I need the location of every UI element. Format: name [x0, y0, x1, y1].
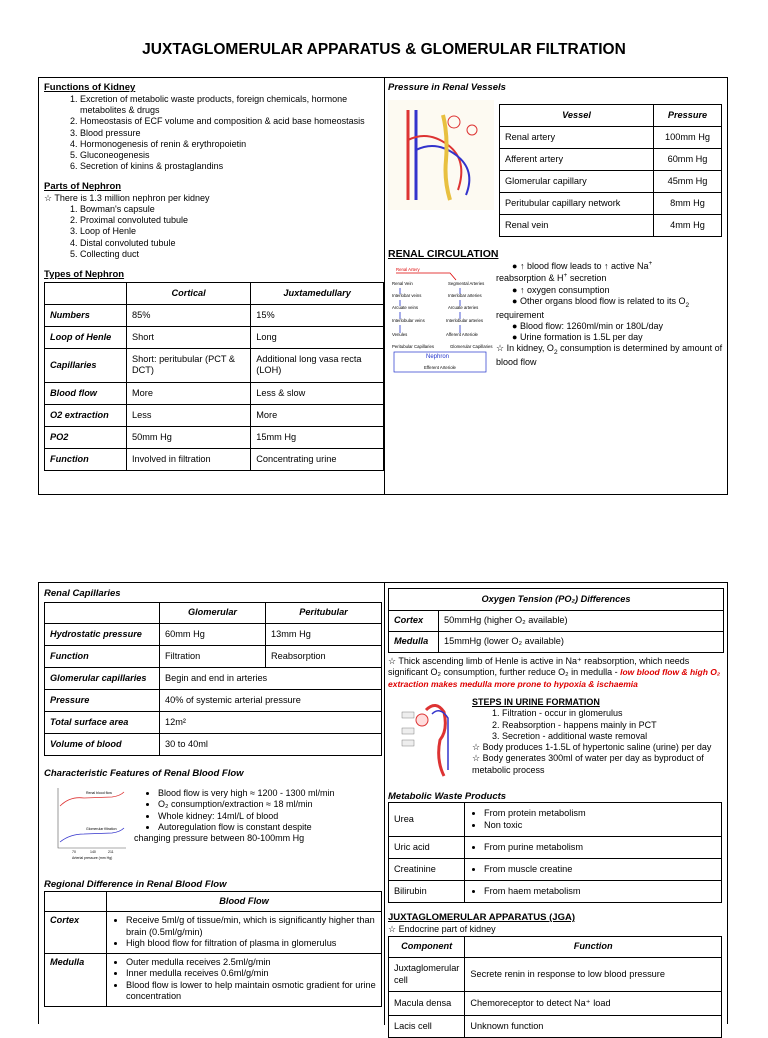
list-item: • O₂ consumption/extraction ≈ 18 ml/min [158, 799, 382, 810]
pressure-heading: Pressure in Renal Vessels [388, 82, 506, 93]
table-header: Blood Flow [107, 892, 382, 912]
list-item: 6. Secretion of kinins & prostaglandins [80, 161, 384, 172]
list-item: 3. Loop of Henle [80, 226, 384, 237]
renal-circulation-diagram [390, 264, 493, 374]
table-row: PO2 50mm Hg 15mm Hg [45, 426, 384, 448]
table-row: Cortex 50mmHg (higher O₂ available) [389, 611, 724, 632]
diagram-label: Efferent Arteriole [424, 365, 456, 370]
table-row: Glomerular capillary 45mm Hg [500, 171, 722, 193]
list-item: 4. Hormonogenesis of renin & erythropoietin [80, 139, 384, 150]
table-header: Vessel [500, 105, 654, 127]
table-header: Juxtamedullary [251, 282, 384, 304]
jga-heading: JUXTAGLOMERULAR APPARATUS (JGA) [388, 912, 576, 923]
list-item: 1. Bowman's capsule [80, 204, 384, 215]
table-header: Cortical [127, 282, 251, 304]
list-item: 2. Reabsorption - happens mainly in PCT [502, 720, 724, 731]
regional-heading: Regional Difference in Renal Blood Flow [44, 879, 227, 890]
jga-note: ☆ Endocrine part of kidney [388, 924, 496, 934]
table-row: Uric acid • From purine metabolism [389, 837, 722, 859]
list-item: • From haem metabolism [484, 886, 716, 898]
features-notes [134, 788, 382, 844]
table-row: Macula densa Chemoreceptor to detect Na⁺ load [389, 992, 722, 1016]
diagram-label: Nephron [426, 354, 450, 360]
diagram-label: Interlobar arteries [448, 293, 482, 298]
diagram-label: Interlobular arteries [446, 318, 484, 323]
blood-flow-graph [50, 784, 130, 862]
waste-heading: Metabolic Waste Products [388, 791, 507, 802]
steps-block [472, 697, 724, 776]
jga-table [388, 936, 722, 1038]
table-row: Total surface area 12m² [45, 711, 382, 733]
table-header: Glomerular [160, 602, 266, 623]
table-row: Creatinine • From muscle creatine [389, 859, 722, 881]
list-item: • Inner medulla receives 0.6ml/g/min [126, 968, 376, 980]
list-item: • From muscle creatine [484, 864, 716, 876]
panel-top-left [44, 82, 384, 492]
diagram-label: Arcuate arteries [448, 305, 479, 310]
panel-bottom-right [388, 588, 724, 1031]
diagram-label: Peritubular Capillaries [392, 344, 435, 349]
diagram-label: Venules [392, 332, 408, 337]
diagram-label: Interlobar veins [392, 293, 422, 298]
list-item: 2. Homeostasis of ECF volume and composition & acid base homeostasis [80, 116, 384, 127]
table-row: Function Filtration Reabsorption [45, 645, 382, 667]
pressure-table [499, 104, 722, 237]
table-row: Hydrostatic pressure 60mm Hg 13mm Hg [45, 623, 382, 645]
list-item: • Autoregulation flow is constant despite [158, 822, 382, 833]
table-header: Peritubular [266, 602, 382, 623]
table-row: Numbers 85% 15% [45, 304, 384, 326]
table-row: Renal artery 100mm Hg [500, 127, 722, 149]
table-header [45, 282, 127, 304]
nephron-heading: Parts of Nephron [44, 180, 122, 192]
types-heading: Types of Nephron [44, 269, 125, 280]
graph-label: Glomerular filtration [86, 827, 117, 831]
diagram-label: Afferent Arteriole [446, 332, 478, 337]
diagram-label: Glomerular Capillaries [450, 344, 493, 349]
list-item: 1. Filtration - occur in glomerulus [502, 708, 724, 719]
list-item: 2. Proximal convoluted tubule [80, 215, 384, 226]
list-item: 1. Excretion of metabolic waste products, foreign chemicals, hormone metabolites & drugs [80, 94, 384, 117]
table-row: Medulla • Outer medulla receives 2.5ml/g/min • Inner medulla receives 0.6ml/g/min • Blood flow is lower to help maintain osmotic gradient for urine concentration [45, 953, 382, 1006]
table-header: Oxygen Tension (PO₂) Differences [389, 589, 724, 611]
list-item: • Blood flow is lower to help maintain osmotic gradient for urine concentration [126, 980, 376, 1003]
urine-formation-figure [396, 700, 466, 780]
table-row: Afferent artery 60mm Hg [500, 149, 722, 171]
list-item: 4. Distal convoluted tubule [80, 238, 384, 249]
list-item: • Whole kidney: 14ml/L of blood [158, 811, 382, 822]
list-item: 5. Gluconeogenesis [80, 150, 384, 161]
table-header: Component [389, 937, 465, 958]
table-row: Pressure 40% of systemic arterial pressure [45, 689, 382, 711]
diagram-label: Interlobular veins [392, 318, 425, 323]
graph-label: Renal blood flow [86, 791, 112, 795]
kidney-vessel-figure [388, 100, 494, 210]
table-row: Volume of blood 30 to 40ml [45, 733, 382, 755]
diagram-label: Arcuate veins [392, 305, 419, 310]
panel-top-right [388, 82, 724, 492]
oxygen-note: ☆ Thick ascending limb of Henle is active in Na⁺ reabsorption, which needs significant O₂ consumption, further reduce O₂ in medulla - low blood flow & high O₂ extraction makes medulla more prone to hypoxia & ischaemia [388, 656, 721, 689]
text-line: ☆ Body generates 300ml of water per day as byproduct of metabolic process [472, 753, 704, 775]
nephron-list [44, 204, 384, 260]
nephron-types-table [44, 282, 384, 471]
axis-label: Arterial pressure (mm Hg) [72, 856, 113, 860]
list-item: • Outer medulla receives 2.5ml/g/min [126, 957, 376, 969]
list-item: • Receive 5ml/g of tissue/min, which is significantly higher than brain (0.5ml/g/min) [126, 915, 376, 938]
table-row: O2 extraction Less More [45, 404, 384, 426]
list-item: 3. Blood pressure [80, 128, 384, 139]
list-item: • High blood flow for filtration of plasma in glomerulus [126, 938, 376, 950]
table-row: Loop of Henle Short Long [45, 326, 384, 348]
table-row: Glomerular capillaries Begin and end in arteries [45, 667, 382, 689]
table-row: Function Involved in filtration Concentrating urine [45, 448, 384, 470]
table-row: Renal vein 4mm Hg [500, 215, 722, 237]
tick-label: 140 [90, 850, 96, 854]
circulation-notes: ● ↑ blood flow leads to ↑ active Na+ reabsorption & H+ secretion ● ↑ oxygen consumption ● Other organs blood flow is related to its $O_2$ requirement ● Blood flow: 1260ml/min or 180L/day ● Urine formation is 1.5L per day ☆ In kidney, $O_2$ consumption is determined by amount of blood flow [496, 260, 723, 368]
tick-label: 211 [108, 850, 114, 854]
list-item: 5. Collecting duct [80, 249, 384, 260]
kidney-list [44, 94, 384, 173]
diagram-label: Segmental Arteries [448, 281, 485, 286]
page-title: JUXTAGLOMERULAR APPARATUS & GLOMERULAR FILTRATION [142, 41, 626, 58]
table-row: Bilirubin • From haem metabolism [389, 881, 722, 903]
table-row: Peritubular capillary network 8mm Hg [500, 193, 722, 215]
steps-heading: STEPS IN URINE FORMATION [472, 697, 600, 707]
diagram-label: Renal Vein [392, 281, 413, 286]
table-row: Medulla 15mmHg (lower O₂ available) [389, 632, 724, 653]
circulation-heading: RENAL CIRCULATION [388, 248, 499, 260]
diagram-label: Renal Artery [396, 267, 420, 272]
table-header: Pressure [654, 105, 722, 127]
regional-table [44, 891, 382, 1007]
table-row: Capillaries Short: peritubular (PCT & DCT) Additional long vasa recta (LOH) [45, 348, 384, 382]
text-line: changing pressure between 80-100mm Hg [134, 833, 305, 843]
text-line: requirement [496, 309, 545, 320]
list-item: • From purine metabolism [484, 842, 716, 854]
panel-bottom-left [44, 588, 382, 1024]
oxygen-table [388, 588, 724, 653]
features-heading: Characteristic Features of Renal Blood Flow [44, 767, 244, 779]
kidney-heading: Functions of Kidney [44, 82, 136, 93]
tick-label: 70 [72, 850, 76, 854]
text-line: ☆ Body produces 1-1.5L of hypertonic saline (urine) per day [472, 742, 712, 752]
list-item: • Blood flow is very high ≈ 1200 - 1300 ml/min [158, 788, 382, 799]
list-item: • Non toxic [484, 820, 716, 832]
table-header [45, 602, 160, 623]
capillaries-table [44, 602, 382, 756]
table-row: Urea • From protein metabolism • Non toxic [389, 803, 722, 837]
table-row: Lacis cell Unknown function [389, 1016, 722, 1038]
table-row: Cortex • Receive 5ml/g of tissue/min, which is significantly higher than brain (0.5ml/g/min) • High blood flow for filtration of plasma in glomerulus [45, 912, 382, 954]
table-row: Blood flow More Less & slow [45, 382, 384, 404]
table-header: Function [465, 937, 722, 958]
nephron-note: ☆ There is 1.3 million nephron per kidney [44, 192, 210, 203]
list-item: • From protein metabolism [484, 808, 716, 820]
table-row: Juxtaglomerular cell Secrete renin in response to low blood pressure [389, 958, 722, 992]
list-item: 3. Secretion - additional waste removal [502, 731, 724, 742]
caps-heading: Renal Capillaries [44, 588, 121, 599]
waste-table [388, 802, 722, 903]
